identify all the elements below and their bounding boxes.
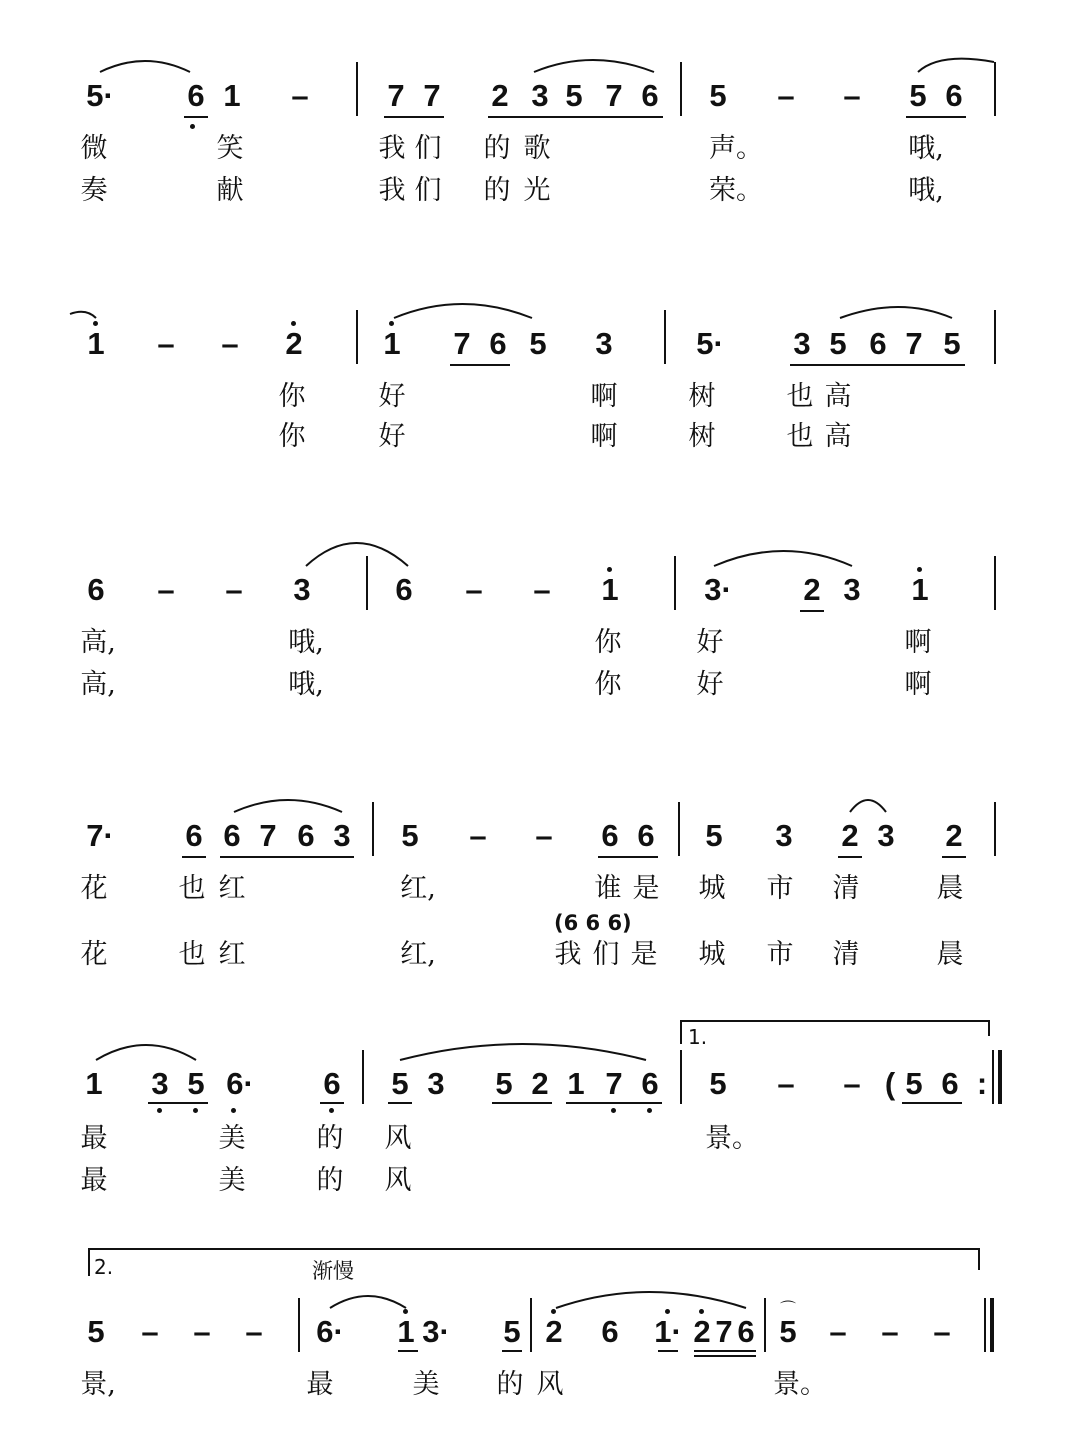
alternate-notes: (6 6 6): [554, 911, 632, 935]
lyric: 花: [80, 939, 108, 970]
note: 7·: [86, 818, 114, 853]
lyric: 的: [496, 1369, 524, 1400]
dash: –: [933, 1314, 951, 1349]
dash: –: [777, 1066, 795, 1101]
note: 3: [775, 818, 793, 853]
note: 6·: [226, 1066, 254, 1101]
note: 7: [423, 78, 441, 113]
dash: –: [881, 1314, 899, 1349]
lyric: 歌: [523, 133, 551, 164]
lyric: 也: [178, 939, 206, 970]
lyric: 最: [80, 1165, 108, 1196]
barline: [366, 556, 368, 610]
lyric: 城: [698, 873, 726, 904]
lyric: 你: [278, 421, 306, 452]
dash: –: [533, 572, 551, 607]
slur: [918, 59, 994, 72]
note: 5: [709, 1066, 727, 1101]
slur: [394, 304, 532, 318]
note: 3: [293, 572, 311, 607]
lyric: 是: [632, 873, 660, 904]
lyric: 树: [688, 381, 716, 412]
lyric: 景,: [80, 1369, 116, 1400]
note: 7: [715, 1314, 733, 1349]
lyric: 美: [218, 1165, 246, 1196]
note: 6: [395, 572, 413, 607]
note: 6: [601, 818, 619, 853]
lyric: 好: [696, 627, 724, 658]
note: 1: [567, 1066, 585, 1101]
lyric: 的: [483, 175, 511, 206]
high-octave-dot: [551, 1309, 556, 1314]
underline: [450, 364, 510, 366]
underline: [182, 856, 206, 858]
note: 3: [877, 818, 895, 853]
note: 1: [383, 326, 401, 361]
lyric: 风: [384, 1165, 412, 1196]
note: 5: [401, 818, 419, 853]
barline: [994, 556, 996, 610]
barline: [356, 62, 358, 116]
note: 3: [793, 326, 811, 361]
underline: [388, 1102, 412, 1104]
lyric: 啊: [904, 669, 932, 700]
lyric: 美: [218, 1123, 246, 1154]
underline: [184, 116, 208, 118]
underline: [398, 1350, 418, 1352]
lyric: 最: [306, 1369, 334, 1400]
note: 2: [531, 1066, 549, 1101]
lyric: 风: [536, 1369, 564, 1400]
barline: [664, 310, 666, 364]
volta-label-2: 2.: [94, 1255, 114, 1279]
lyric: 你: [594, 627, 622, 658]
low-octave-dot: [190, 124, 195, 129]
barline: [372, 802, 374, 856]
underline: [694, 1355, 756, 1357]
lyric: 红: [218, 939, 246, 970]
note: 5: [565, 78, 583, 113]
low-octave-dot: [611, 1108, 616, 1113]
lyric: 清: [832, 873, 860, 904]
lyric: 市: [766, 939, 794, 970]
dash: –: [221, 326, 239, 361]
note: 1: [85, 1066, 103, 1101]
high-octave-dot: [93, 321, 98, 326]
lyric: 好: [378, 421, 406, 452]
volta-bracket-1-left: [680, 1020, 682, 1044]
note: 3: [531, 78, 549, 113]
barline: [764, 1298, 766, 1352]
note: 7: [259, 818, 277, 853]
note: 6: [489, 326, 507, 361]
note: 6: [601, 1314, 619, 1349]
note: 6: [869, 326, 887, 361]
note: 3·: [704, 572, 732, 607]
low-octave-dot: [193, 1108, 198, 1113]
volta-bracket-1-right: [988, 1020, 990, 1036]
lyric: 红: [218, 873, 246, 904]
note: 5: [87, 1314, 105, 1349]
note: 5: [829, 326, 847, 361]
lyric: 景。: [705, 1123, 759, 1154]
lyric: 啊: [590, 421, 618, 452]
barline: [994, 62, 996, 116]
dash: –: [193, 1314, 211, 1349]
barline: [984, 1298, 986, 1352]
high-octave-dot: [389, 321, 394, 326]
note: 6: [637, 818, 655, 853]
volta-bracket-2: [88, 1248, 980, 1250]
lyric: 笑: [216, 133, 244, 164]
volta-bracket-1: [680, 1020, 990, 1022]
note: 1: [397, 1314, 415, 1349]
note: 6: [185, 818, 203, 853]
lyric: 树: [688, 421, 716, 452]
slur: [306, 543, 408, 566]
lyric: 风: [384, 1123, 412, 1154]
lyric: 奏: [80, 175, 108, 206]
dash: –: [245, 1314, 263, 1349]
note: 1·: [654, 1314, 682, 1349]
slur: [234, 800, 342, 812]
note: 3: [333, 818, 351, 853]
underline: [598, 856, 658, 858]
lyric: 微: [80, 133, 108, 164]
lyric: 们: [414, 175, 442, 206]
note: 2: [545, 1314, 563, 1349]
underline: [488, 116, 663, 118]
lyric: 也: [786, 421, 814, 452]
note: 1: [911, 572, 929, 607]
note: 3: [427, 1066, 445, 1101]
barline-thick: [998, 1050, 1002, 1104]
lyric: 们: [414, 133, 442, 164]
dash: –: [225, 572, 243, 607]
barline: [994, 310, 996, 364]
lyric: 清: [832, 939, 860, 970]
slur: [840, 307, 952, 318]
lyric: 啊: [904, 627, 932, 658]
note: 2: [491, 78, 509, 113]
barline: [680, 62, 682, 116]
underline: [502, 1350, 522, 1352]
lyric: 们: [592, 939, 620, 970]
dash: –: [465, 572, 483, 607]
high-octave-dot: [291, 321, 296, 326]
barline-thick: [990, 1298, 994, 1352]
lyric: 红,: [400, 873, 436, 904]
note: 5: [909, 78, 927, 113]
repeat-sign: :: [976, 1066, 988, 1101]
underline: [384, 116, 444, 118]
lyric: 晨: [936, 939, 964, 970]
barline: [994, 802, 996, 856]
lyric: 城: [698, 939, 726, 970]
note: 2: [803, 572, 821, 607]
tempo-marking: 渐慢: [312, 1259, 354, 1283]
note: 5: [779, 1314, 797, 1349]
lyric: 最: [80, 1123, 108, 1154]
note: 5: [495, 1066, 513, 1101]
underline: [148, 1102, 208, 1104]
dash: –: [843, 78, 861, 113]
note: 3·: [422, 1314, 450, 1349]
note: 6: [941, 1066, 959, 1101]
lyric: 我: [378, 175, 406, 206]
underline: [790, 364, 965, 366]
dash: –: [157, 326, 175, 361]
note: 7: [605, 1066, 623, 1101]
note: 6: [297, 818, 315, 853]
lyric: 高,: [80, 627, 116, 658]
barline: [356, 310, 358, 364]
note: 5: [503, 1314, 521, 1349]
barline: [674, 556, 676, 610]
barline: [680, 1050, 682, 1104]
note: 6: [641, 78, 659, 113]
underline: [906, 116, 966, 118]
note: 2: [285, 326, 303, 361]
underline: [902, 1102, 962, 1104]
underline: [942, 856, 966, 858]
volta-bracket-2-right: [978, 1248, 980, 1270]
lyric: 好: [696, 669, 724, 700]
lyric: 花: [80, 873, 108, 904]
note: 2: [693, 1314, 711, 1349]
lyric: 啊: [590, 381, 618, 412]
dash: –: [843, 1066, 861, 1101]
lyric: 也: [178, 873, 206, 904]
high-octave-dot: [917, 567, 922, 572]
note: 5: [905, 1066, 923, 1101]
lyric: 高: [824, 421, 852, 452]
high-octave-dot: [665, 1309, 670, 1314]
underline: [658, 1350, 678, 1352]
barline: [362, 1050, 364, 1104]
note: 5·: [86, 78, 114, 113]
slur: [100, 61, 190, 72]
lyric: 美: [412, 1369, 440, 1400]
low-octave-dot: [157, 1108, 162, 1113]
slur: [714, 551, 852, 566]
note: 5: [943, 326, 961, 361]
high-octave-dot: [403, 1309, 408, 1314]
slur: [330, 1296, 406, 1308]
paren: (: [884, 1066, 896, 1101]
note: 7: [387, 78, 405, 113]
slur: [534, 60, 654, 72]
underline: [220, 856, 354, 858]
note: 2: [945, 818, 963, 853]
low-octave-dot: [231, 1108, 236, 1113]
lyric: 景。: [773, 1369, 827, 1400]
volta-bracket-2-left: [88, 1248, 90, 1276]
note: 7: [453, 326, 471, 361]
lyric: 哦,: [288, 627, 324, 658]
lyric: 光: [523, 175, 551, 206]
slur: [70, 312, 96, 318]
lyric: 荣。: [709, 175, 763, 206]
underline: [566, 1102, 662, 1104]
underline: [694, 1350, 756, 1352]
lyric: 声。: [709, 133, 763, 164]
note: 6: [187, 78, 205, 113]
slur: [400, 1044, 646, 1060]
note: 5: [187, 1066, 205, 1101]
lyric: 好: [378, 381, 406, 412]
note: 3: [843, 572, 861, 607]
note: 6: [641, 1066, 659, 1101]
lyric: 谁: [594, 873, 622, 904]
dash: –: [157, 572, 175, 607]
lyric: 哦,: [288, 669, 324, 700]
barline: [992, 1050, 994, 1104]
underline: [320, 1102, 344, 1104]
note: 6: [737, 1314, 755, 1349]
note: 5: [529, 326, 547, 361]
note: 6: [323, 1066, 341, 1101]
underline: [492, 1102, 552, 1104]
barline: [298, 1298, 300, 1352]
volta-label-1: 1.: [688, 1025, 708, 1049]
note: 6: [223, 818, 241, 853]
underline: [838, 856, 862, 858]
fermata-icon: ⌒: [779, 1299, 797, 1318]
note: 5: [709, 78, 727, 113]
note: 1: [87, 326, 105, 361]
note: 6·: [316, 1314, 344, 1349]
lyric: 的: [316, 1165, 344, 1196]
barline: [678, 802, 680, 856]
dash: –: [777, 78, 795, 113]
note: 5·: [696, 326, 724, 361]
high-octave-dot: [699, 1309, 704, 1314]
lyric: 是: [630, 939, 658, 970]
note: 7: [605, 78, 623, 113]
barline: [530, 1298, 532, 1352]
lyric: 红,: [400, 939, 436, 970]
slur: [556, 1292, 746, 1308]
lyric: 哦,: [908, 175, 944, 206]
lyric: 高: [824, 381, 852, 412]
dash: –: [535, 818, 553, 853]
note: 5: [705, 818, 723, 853]
lyric: 的: [483, 133, 511, 164]
note: 3: [595, 326, 613, 361]
lyric: 高,: [80, 669, 116, 700]
note: 6: [945, 78, 963, 113]
lyric: 哦,: [908, 133, 944, 164]
lyric: 你: [594, 669, 622, 700]
slur: [96, 1045, 196, 1060]
dash: –: [141, 1314, 159, 1349]
note: 2: [841, 818, 859, 853]
lyric: 市: [766, 873, 794, 904]
dash: –: [291, 78, 309, 113]
note: 1: [223, 78, 241, 113]
note: 6: [87, 572, 105, 607]
lyric: 的: [316, 1123, 344, 1154]
lyric: 也: [786, 381, 814, 412]
note: 5: [391, 1066, 409, 1101]
note: 3: [151, 1066, 169, 1101]
slur: [850, 800, 886, 812]
low-octave-dot: [647, 1108, 652, 1113]
lyric: 我: [378, 133, 406, 164]
note: 1: [601, 572, 619, 607]
dash: –: [469, 818, 487, 853]
low-octave-dot: [329, 1108, 334, 1113]
underline: [800, 610, 824, 612]
note: 7: [905, 326, 923, 361]
lyric: 献: [216, 175, 244, 206]
lyric: 你: [278, 381, 306, 412]
lyric: 我: [554, 939, 582, 970]
high-octave-dot: [607, 567, 612, 572]
lyric: 晨: [936, 873, 964, 904]
dash: –: [829, 1314, 847, 1349]
